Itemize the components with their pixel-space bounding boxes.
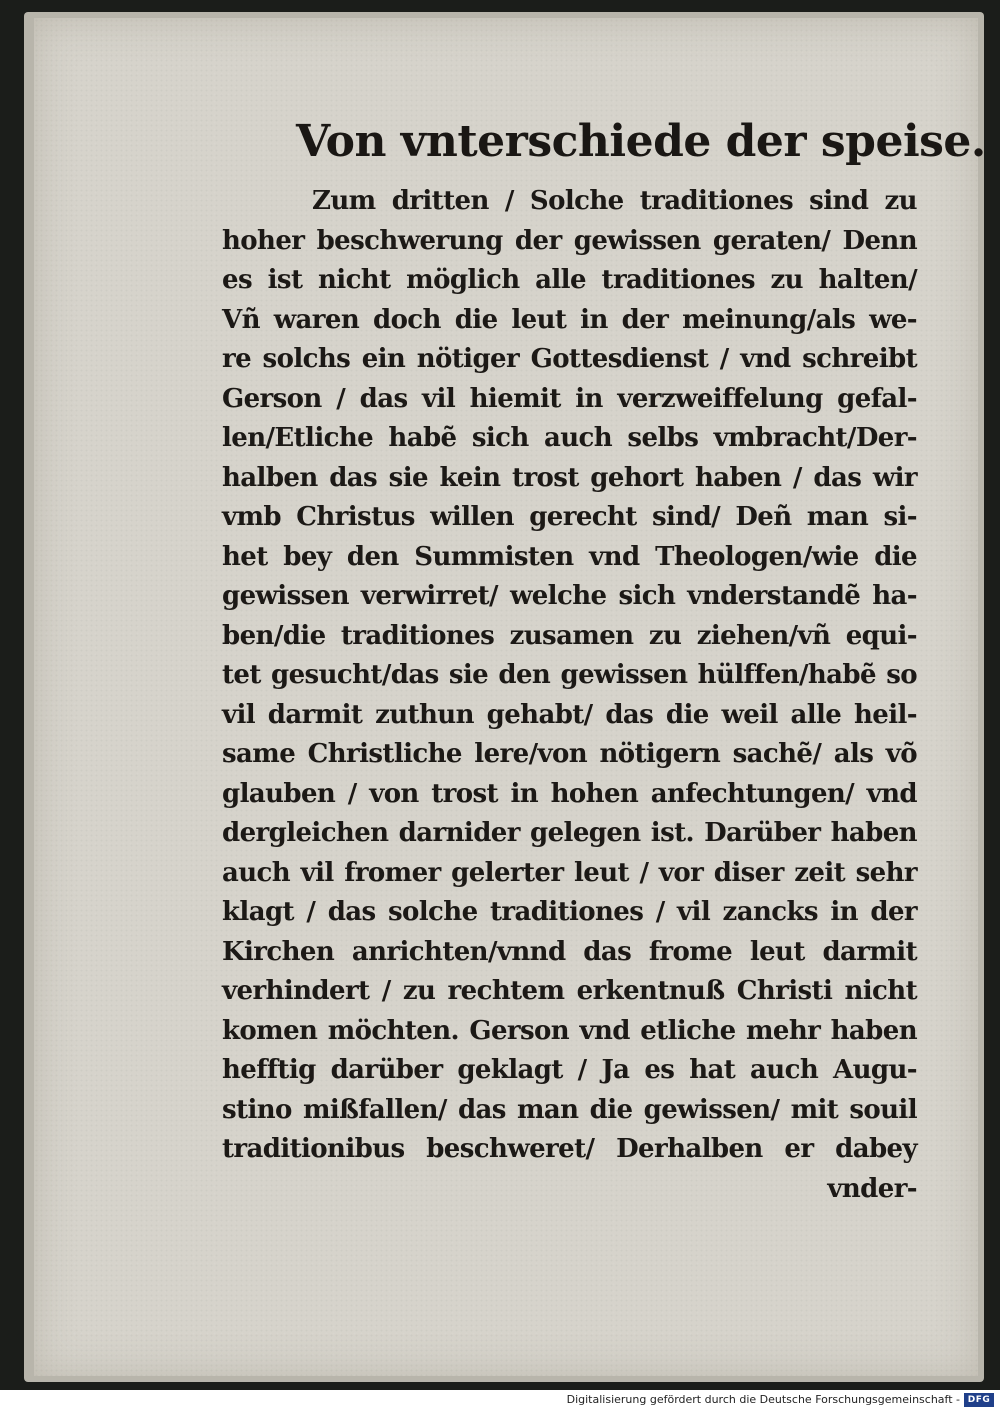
footer-bar [0,1390,1000,1410]
text-line: Kirchen anrichten/vnnd das frome leut darmit [222,936,917,967]
text-line: hefftig darüber geklagt / Ja es hat auch Augu- [222,1055,917,1085]
text-line: Zum dritten / Solche traditiones sind zu [312,186,917,216]
text-line: dergleichen darnider gelegen ist. Darüber haben [222,818,917,848]
text-line: halben das sie kein trost gehort haben / das wir [222,462,917,493]
text-line: stino mißfallen/ das man die gewissen/ mit souil [222,1094,917,1125]
text-line: auch vil fromer gelerter leut / vor diser zeit sehr [222,857,917,888]
funding-note: Digitalisierung gefördert durch die Deutsche Forschungsgemeinschaft - [566,1393,960,1406]
text-line: komen möchten. Gerson vnd etliche mehr haben [222,1015,917,1046]
body-text [222,182,917,1209]
text-line: hoher beschwerung der gewissen geraten/ Denn [222,225,917,256]
text-line: same Christliche lere/von nötigern sachẽ/ als võ [222,739,917,769]
text-line: het bey den Summisten vnd Theologen/wie die [222,541,917,572]
text-line: vil darmit zuthun gehabt/ das die weil alle heil- [222,699,917,730]
text-line: gewissen verwirret/ welche sich vnderstandẽ ha- [222,581,917,611]
page-heading: Von vnterschiede der speise. [296,116,986,167]
text-line: traditionibus beschweret/ Derhalben er dabey [222,1134,917,1164]
text-line: re solchs ein nötiger Gottesdienst / vnd schreibt [222,344,917,374]
text-line: klagt / das solche traditiones / vil zancks in der [222,897,917,927]
text-line: Vñ waren doch die leut in der meinung/als we- [222,304,917,335]
text-line: len/Etliche habẽ sich auch selbs vmbracht/Der- [222,423,917,453]
text-line: verhindert / zu rechtem erkentnuß Christi nicht [222,976,917,1006]
catchword: vnder- [827,1173,917,1204]
text-line: Gerson / das vil hiemit in verzweiffelung gefal- [222,383,917,414]
text-line: ben/die traditiones zusamen zu ziehen/vñ equi- [222,620,917,651]
text-line: tet gesucht/das sie den gewissen hülffen/habẽ so [222,660,917,690]
dfg-logo: DFG [964,1393,994,1407]
text-line: es ist nicht möglich alle traditiones zu halten/ [222,265,917,295]
text-line: vmb Christus willen gerecht sind/ Deñ man si- [222,502,917,532]
text-line: glauben / von trost in hohen anfechtungen/ vnd [222,778,917,809]
